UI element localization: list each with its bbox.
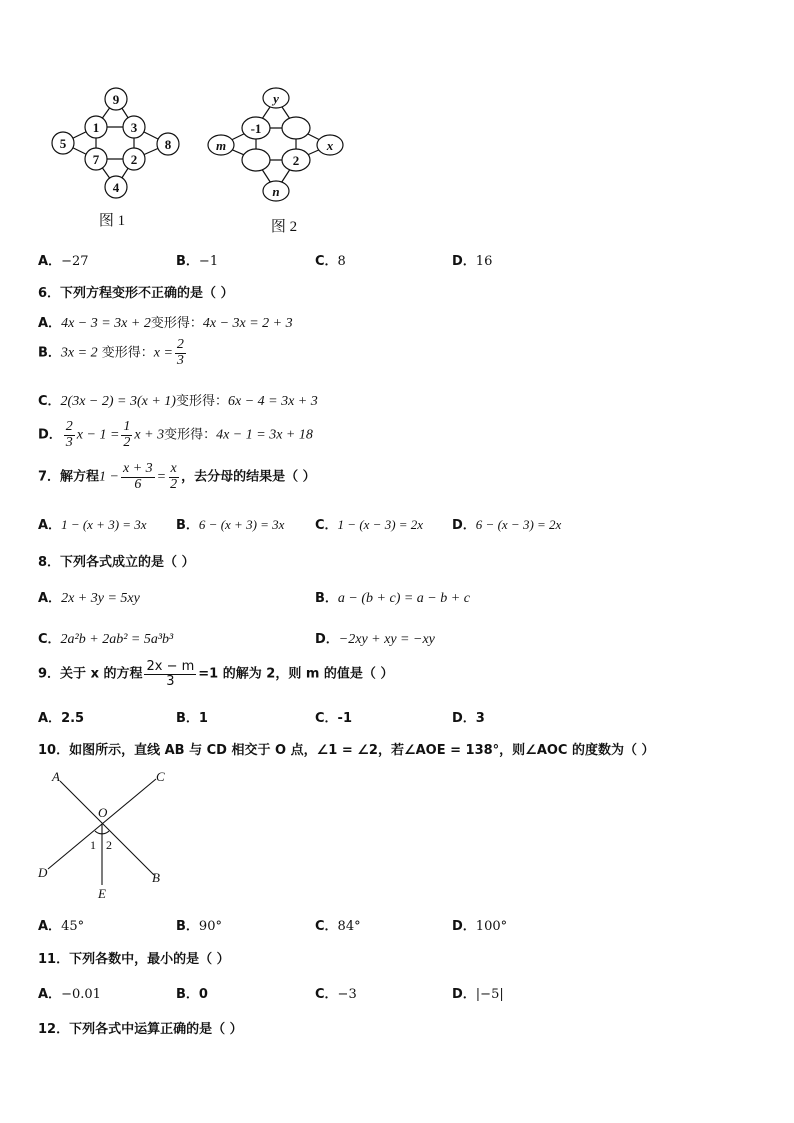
q7-title: 7．解方程1 − $\frac{x + 3}{6}$ = $\frac{x}{2}$ ，去分母的结果是（ ） <box>38 461 316 492</box>
q10-option-c[interactable]: C．84° <box>315 919 361 934</box>
q5-option-b[interactable]: B．−1 <box>176 254 219 269</box>
q11-title: 11．下列各数中，最小的是（ ） <box>38 952 230 967</box>
point-d-label: D <box>38 865 48 880</box>
fig1-node-tr: 3 <box>130 120 138 135</box>
fig2-node-left: m <box>215 138 227 153</box>
fig2-node-tl: -1 <box>250 121 262 136</box>
angle-2-label: 2 <box>106 838 112 852</box>
q9-option-a[interactable]: A．2.5 <box>38 711 85 726</box>
q5-option-d[interactable]: D．16 <box>452 254 493 269</box>
q9-title: 9．关于 x 的方程 $\frac{2x - m}{3}$ =1 的解为 2，则 m 的值是（ ） <box>38 659 394 689</box>
fig2-node-bottom: n <box>272 184 280 199</box>
q6-title: 6．下列方程变形不正确的是（ ） <box>38 286 234 301</box>
point-e-label: E <box>98 886 106 901</box>
q7-option-a[interactable]: A．1 − (x + 3) = 3x <box>38 517 147 533</box>
q8-option-c[interactable]: C．2a²b + 2ab² = 5a³b³ <box>38 632 174 647</box>
q7-option-c[interactable]: C．1 − (x − 3) = 2x <box>315 517 424 533</box>
point-a-label: A <box>52 769 60 784</box>
q12-title: 12．下列各式中运算正确的是（ ） <box>38 1022 243 1037</box>
q9-option-b[interactable]: B．1 <box>176 711 208 726</box>
q6-d-fraction-2: $\frac{1}{2}$ <box>123 419 131 450</box>
q6-b-fraction: $\frac{2}{3}$ <box>176 337 184 368</box>
point-b-label: B <box>152 870 160 885</box>
fig1-node-br: 2 <box>130 152 138 167</box>
q5-option-a[interactable]: A．−27 <box>38 254 89 269</box>
q5-option-c[interactable]: C．8 <box>315 254 346 269</box>
q7-option-d[interactable]: D．6 − (x − 3) = 2x <box>452 517 562 533</box>
q8-option-d[interactable]: D．−2xy + xy = −xy <box>315 632 435 647</box>
q6-option-d[interactable]: D． $\frac{2}{3}$ x − 1 = $\frac{1}{2}$ x + 3变形得：4x − 1 = 3x + 18 <box>38 419 313 450</box>
q10-option-d[interactable]: D．100° <box>452 919 508 934</box>
q7-fraction-2: $\frac{x}{2}$ <box>170 461 178 492</box>
q10-option-b[interactable]: B．90° <box>176 919 222 934</box>
q10-figure <box>34 765 174 903</box>
fig1-node-top: 9 <box>112 92 120 107</box>
fig1-node-bottom: 4 <box>112 180 120 195</box>
fig1-node-right: 8 <box>164 137 172 152</box>
q11-option-d[interactable]: D．|−5| <box>452 987 504 1002</box>
point-o-label: O <box>98 805 108 820</box>
q8-option-b[interactable]: B．a − (b + c) = a − b + c <box>315 591 470 606</box>
q6-option-b[interactable]: B．3x = 2 变形得：x = $\frac{2}{3}$ <box>38 337 184 368</box>
q11-option-c[interactable]: C．−3 <box>315 987 357 1002</box>
fig2-node-right: x <box>326 138 334 153</box>
figure-2-diagram <box>200 82 360 240</box>
line-ab <box>60 781 154 875</box>
angle-1-label: 1 <box>90 838 96 852</box>
figure-1-diagram <box>40 82 190 232</box>
q10-title: 10．如图所示，直线 AB 与 CD 相交于 O 点，∠1 = ∠2，若∠AOE = 138°，则∠AOC 的度数为（ ） <box>38 743 655 758</box>
fig1-caption: 图 1 <box>98 213 126 229</box>
q8-title: 8．下列各式成立的是（ ） <box>38 555 195 570</box>
q11-option-a[interactable]: A．−0.01 <box>38 987 101 1002</box>
q8-option-a[interactable]: A．2x + 3y = 5xy <box>38 591 140 606</box>
q11-option-b[interactable]: B．0 <box>176 987 208 1002</box>
q9-option-c[interactable]: C．-1 <box>315 711 352 726</box>
fig2-node-br: 2 <box>292 153 300 168</box>
point-c-label: C <box>156 769 165 784</box>
q6-option-c[interactable]: C．2(3x − 2) = 3(x + 1)变形得：6x − 4 = 3x + 3 <box>38 394 318 409</box>
fig2-caption: 图 2 <box>270 219 298 235</box>
q7-option-b[interactable]: B．6 − (x + 3) = 3x <box>176 517 285 533</box>
fig1-node-left: 5 <box>59 136 67 151</box>
q9-fraction: $\frac{2x - m}{3}$ <box>146 659 195 689</box>
q10-option-a[interactable]: A．45° <box>38 919 85 934</box>
q9-option-d[interactable]: D．3 <box>452 711 485 726</box>
fig1-node-bl: 7 <box>92 152 100 167</box>
fig1-node-tl: 1 <box>92 120 100 135</box>
q6-option-a[interactable]: A．4x − 3 = 3x + 2变形得：4x − 3x = 2 + 3 <box>38 316 293 331</box>
q6-d-fraction-1: $\frac{2}{3}$ <box>65 419 73 450</box>
fig2-node-top: y <box>273 91 279 106</box>
q7-fraction-1: $\frac{x + 3}{6}$ <box>123 461 153 492</box>
